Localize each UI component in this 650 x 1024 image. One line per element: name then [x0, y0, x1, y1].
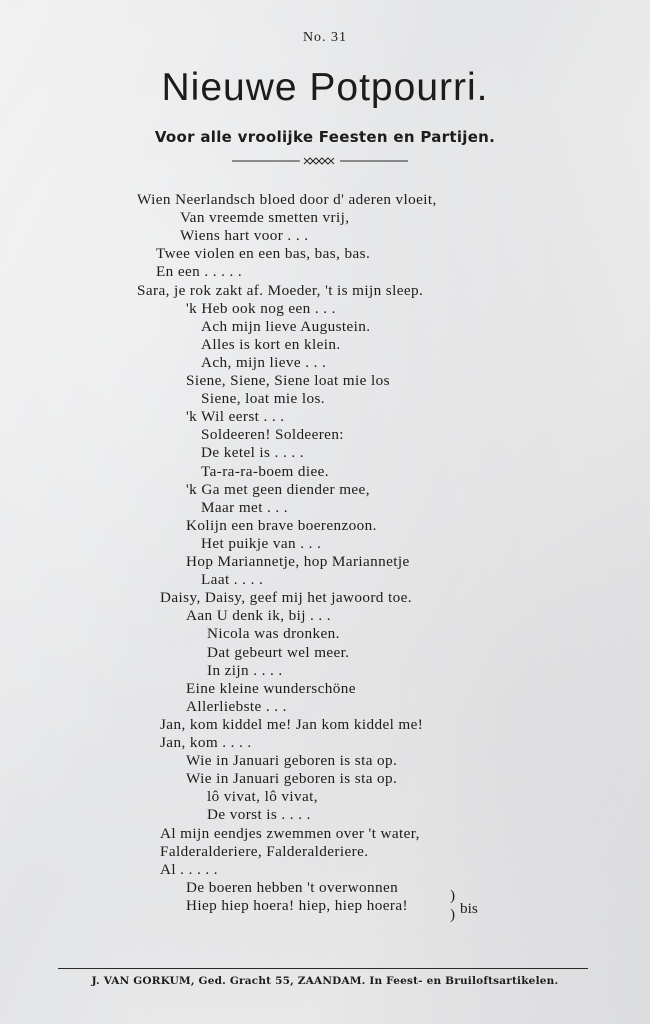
verse-line: Siene, loat mie los.: [201, 390, 325, 408]
verse-line: Alles is kort en klein.: [201, 335, 341, 353]
verse-line: De boeren hebben 't overwonnen: [186, 878, 399, 896]
verse-line: Soldeeren! Soldeeren:: [201, 426, 344, 444]
ornament-divider: [230, 157, 410, 165]
verse-line: Al . . . . .: [160, 860, 218, 878]
footer-imprint: J. VAN GORKUM, Ged. Gracht 55, ZAANDAM. In Feest- en Bruiloftsartikelen.: [91, 975, 559, 987]
verse-line: Laat . . . .: [201, 571, 264, 589]
bis-bracket-bottom: ): [450, 906, 456, 923]
verse-line: Ta-ra-ra-boem diee.: [201, 462, 329, 480]
page-subtitle: Voor alle vroolijke Feesten en Partijen.: [154, 128, 496, 146]
verse-line: 'k Heb ook nog een . . .: [186, 299, 336, 317]
verse-line: Nicola was dronken.: [207, 625, 340, 643]
verse-line: Kolijn een brave boerenzoon.: [186, 516, 377, 534]
verse-line: Aan U denk ik, bij . . .: [186, 607, 332, 625]
verse-line: Allerliebste . . .: [186, 697, 287, 715]
verse-line: Sara, je rok zakt af. Moeder, 't is mijn sleep.: [137, 281, 424, 299]
bis-bracket-top: ): [450, 887, 456, 904]
bis-label: bis: [460, 900, 478, 917]
verse-line: Wie in Januari geboren is sta op.: [186, 770, 398, 788]
verse-line: Ach mijn lieve Augustein.: [201, 317, 371, 335]
verse-line: Siene, Siene, Siene loat mie los: [186, 372, 390, 389]
verse-line: En een . . . . .: [156, 263, 243, 281]
verse-line: Hop Mariannetje, hop Mariannetje: [186, 553, 410, 570]
verse-line: De ketel is . . . .: [201, 444, 304, 462]
verse-line: Hiep hiep hoera! hiep, hiep hoera!: [186, 896, 408, 914]
verse-line: Wiens hart voor . . .: [180, 227, 309, 245]
page-title: Nieuwe Potpourri.: [161, 66, 489, 109]
verse-line: Wien Neerlandsch bloed door d' aderen vloeit,: [137, 191, 437, 208]
verse-line: In zijn . . . .: [207, 661, 283, 679]
verse-line: 'k Ga met geen diender mee,: [186, 480, 370, 498]
verse-line: Dat gebeurt wel meer.: [207, 643, 350, 661]
verse-line: Twee violen en een bas, bas, bas.: [156, 245, 371, 263]
page-number: No. 31: [302, 30, 348, 45]
verse-line: De vorst is . . . .: [207, 806, 311, 824]
verse-line: lô vivat, lô vivat,: [207, 788, 318, 806]
verse-line: Maar met . . .: [201, 498, 288, 516]
verse-line: Van vreemde smetten vrij,: [180, 209, 350, 227]
verse-line: Jan, kom . . . .: [160, 734, 252, 751]
verse-line: Falderalderiere, Falderalderiere.: [160, 842, 369, 860]
verse-line: Eine kleine wunderschöne: [186, 679, 356, 697]
verse-line: Ach, mijn lieve . . .: [201, 353, 327, 371]
verse-line: Het puikje van . . .: [201, 534, 322, 552]
verse-line: 'k Wil eerst . . .: [186, 408, 285, 426]
verse-line: Al mijn eendjes zwemmen over 't water,: [160, 824, 420, 842]
verse-line: Daisy, Daisy, geef mij het jawoord toe.: [160, 589, 412, 607]
verse-line: Jan, kom kiddel me! Jan kom kiddel me!: [160, 715, 424, 733]
verse-line: Wie in Januari geboren is sta op.: [186, 752, 398, 770]
footer-rule: [58, 968, 588, 969]
